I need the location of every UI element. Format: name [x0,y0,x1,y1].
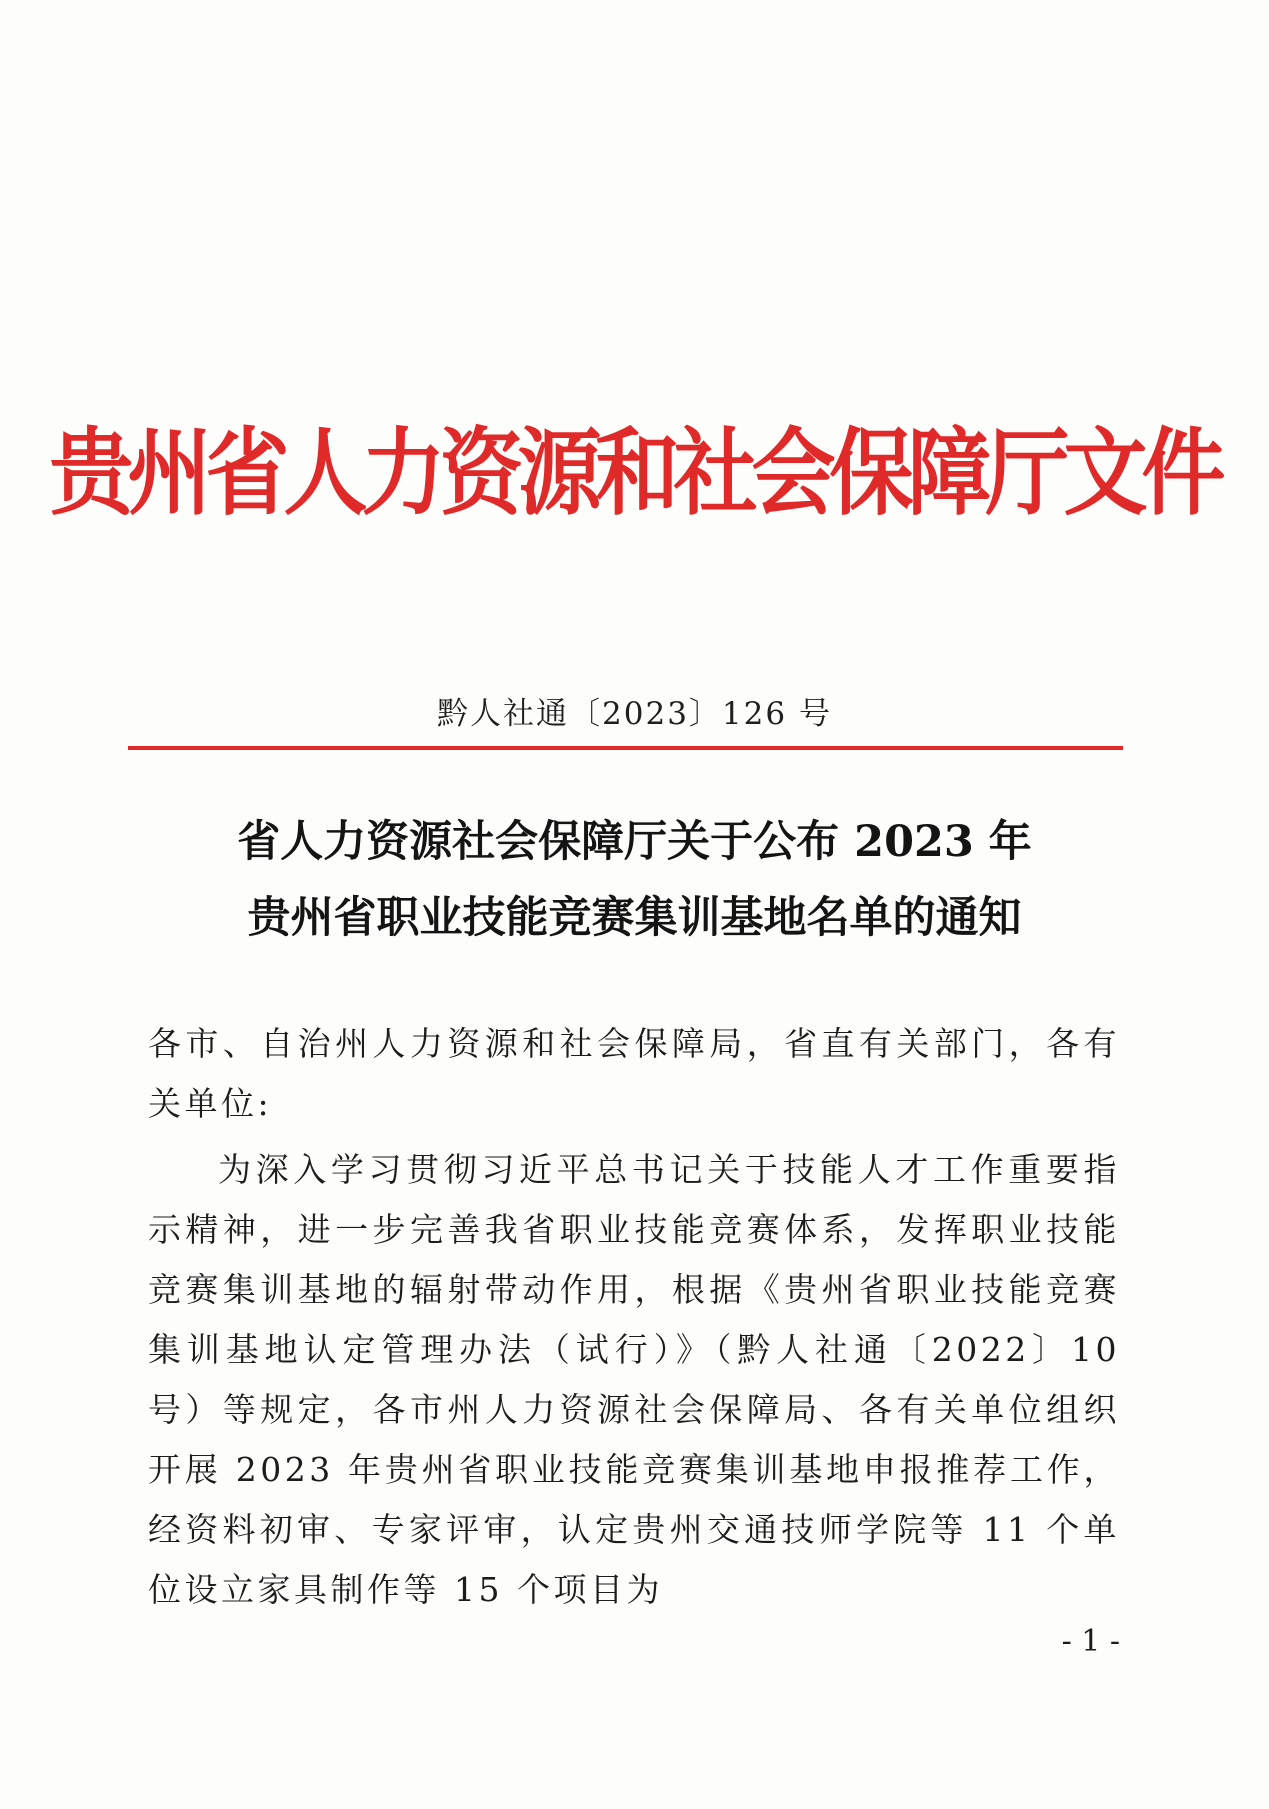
title-line-1: 省人力资源社会保障厅关于公布 2023 年 [237,817,1032,867]
body-paragraph-1: 为深入学习贯彻习近平总书记关于技能人才工作重要指示精神，进一步完善我省职业技能竞赛体系，发挥职业技能竞赛集训基地的辐射带动作用，根据《贵州省职业技能竞赛集训基地认定管理办法（试行）》（黔人社通〔2022〕10 号）等规定，各市州人力资源社会保障局、各有关单位组织开展 2023 年贵州省职业技能竞赛集训基地申报推荐工作，经资料初审、专家评审，认定贵州交通技师学院等 11 个单位设立家具制作等 15 个项目为 [148,1150,1120,1609]
document-title [0,804,1269,956]
red-separator-line [128,746,1123,750]
page-number: - 1 - [1061,1624,1120,1659]
issuer-header: 贵州省人力资源和社会保障厅文件 [49,418,1220,528]
document-number: 黔人社通〔2023〕126 号 [437,696,832,732]
salutation: 各市、自治州人力资源和社会保障局，省直有关部门，各有关单位: [148,1024,1120,1123]
title-line-2: 贵州省职业技能竞赛集训基地名单的通知 [247,893,1022,943]
